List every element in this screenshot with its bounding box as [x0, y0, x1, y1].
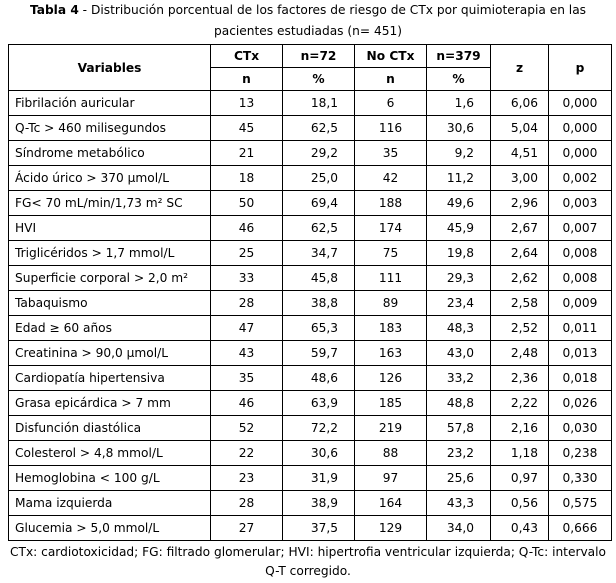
cell-variable: Superficie corporal > 2,0 m²: [9, 266, 211, 291]
cell-p: 0,238: [549, 441, 612, 466]
cell-z: 2,58: [491, 291, 549, 316]
cell-z: 2,67: [491, 216, 549, 241]
cell-noctx-n: 164: [355, 491, 427, 516]
header-noctx: No CTx: [355, 45, 427, 68]
cell-z: 2,36: [491, 366, 549, 391]
cell-p: 0,000: [549, 116, 612, 141]
cell-ctx-pct: 38,8: [283, 291, 355, 316]
cell-noctx-n: 185: [355, 391, 427, 416]
cell-noctx-pct: 9,2: [427, 141, 491, 166]
cell-noctx-pct: 30,6: [427, 116, 491, 141]
cell-z: 2,16: [491, 416, 549, 441]
cell-noctx-pct: 1,6: [427, 91, 491, 116]
cell-variable: Creatinina > 90,0 μmol/L: [9, 341, 211, 366]
cell-p: 0,000: [549, 91, 612, 116]
header-variables: Variables: [9, 45, 211, 91]
table-header: [9, 45, 612, 91]
cell-ctx-n: 25: [211, 241, 283, 266]
cell-ctx-pct: 25,0: [283, 166, 355, 191]
cell-p: 0,003: [549, 191, 612, 216]
cell-noctx-n: 219: [355, 416, 427, 441]
cell-p: 0,026: [549, 391, 612, 416]
header-ctx-n: n=72: [283, 45, 355, 68]
cell-z: 4,51: [491, 141, 549, 166]
cell-variable: Cardiopatía hipertensiva: [9, 366, 211, 391]
header-sub-pct-noctx: %: [427, 68, 491, 91]
cell-ctx-n: 47: [211, 316, 283, 341]
table-row: [9, 516, 612, 541]
cell-noctx-pct: 48,8: [427, 391, 491, 416]
cell-noctx-pct: 49,6: [427, 191, 491, 216]
cell-variable: Tabaquismo: [9, 291, 211, 316]
table-row: [9, 266, 612, 291]
cell-z: 6,06: [491, 91, 549, 116]
cell-noctx-pct: 34,0: [427, 516, 491, 541]
cell-noctx-n: 75: [355, 241, 427, 266]
table-row: [9, 366, 612, 391]
cell-noctx-pct: 23,2: [427, 441, 491, 466]
cell-noctx-n: 188: [355, 191, 427, 216]
table-row: [9, 416, 612, 441]
cell-ctx-pct: 69,4: [283, 191, 355, 216]
cell-ctx-pct: 38,9: [283, 491, 355, 516]
cell-p: 0,002: [549, 166, 612, 191]
cell-noctx-pct: 25,6: [427, 466, 491, 491]
cell-ctx-n: 46: [211, 391, 283, 416]
cell-variable: HVI: [9, 216, 211, 241]
cell-p: 0,013: [549, 341, 612, 366]
cell-noctx-pct: 11,2: [427, 166, 491, 191]
cell-p: 0,330: [549, 466, 612, 491]
cell-ctx-pct: 45,8: [283, 266, 355, 291]
cell-p: 0,666: [549, 516, 612, 541]
cell-p: 0,030: [549, 416, 612, 441]
cell-noctx-pct: 57,8: [427, 416, 491, 441]
cell-noctx-pct: 43,3: [427, 491, 491, 516]
cell-noctx-n: 35: [355, 141, 427, 166]
header-sub-n-noctx: n: [355, 68, 427, 91]
cell-z: 2,22: [491, 391, 549, 416]
header-p: p: [549, 45, 612, 91]
cell-noctx-pct: 48,3: [427, 316, 491, 341]
cell-variable: Síndrome metabólico: [9, 141, 211, 166]
cell-noctx-pct: 29,3: [427, 266, 491, 291]
table-footnote: CTx: cardiotoxicidad; FG: filtrado glomerular; HVI: hipertrofia ventricular izquierda; Q-Tc: intervalo Q-T corregido.: [9, 545, 606, 578]
header-z: z: [491, 45, 549, 91]
cell-p: 0,011: [549, 316, 612, 341]
cell-ctx-pct: 62,5: [283, 116, 355, 141]
cell-ctx-pct: 37,5: [283, 516, 355, 541]
cell-z: 2,64: [491, 241, 549, 266]
cell-ctx-pct: 65,3: [283, 316, 355, 341]
cell-ctx-n: 23: [211, 466, 283, 491]
table-row: [9, 291, 612, 316]
cell-p: 0,008: [549, 241, 612, 266]
cell-variable: Mama izquierda: [9, 491, 211, 516]
cell-z: 0,43: [491, 516, 549, 541]
cell-ctx-n: 45: [211, 116, 283, 141]
cell-z: 0,97: [491, 466, 549, 491]
cell-ctx-n: 33: [211, 266, 283, 291]
header-ctx: CTx: [211, 45, 283, 68]
cell-noctx-n: 116: [355, 116, 427, 141]
table-row: [9, 91, 612, 116]
cell-ctx-n: 28: [211, 291, 283, 316]
cell-ctx-n: 22: [211, 441, 283, 466]
cell-z: 2,52: [491, 316, 549, 341]
cell-ctx-pct: 29,2: [283, 141, 355, 166]
cell-variable: Hemoglobina < 100 g/L: [9, 466, 211, 491]
cell-noctx-pct: 45,9: [427, 216, 491, 241]
cell-noctx-n: 163: [355, 341, 427, 366]
cell-p: 0,000: [549, 141, 612, 166]
cell-ctx-n: 13: [211, 91, 283, 116]
cell-ctx-n: 35: [211, 366, 283, 391]
cell-noctx-n: 111: [355, 266, 427, 291]
table-row: [9, 316, 612, 341]
cell-noctx-n: 97: [355, 466, 427, 491]
table-row: [9, 216, 612, 241]
cell-ctx-pct: 30,6: [283, 441, 355, 466]
cell-ctx-pct: 31,9: [283, 466, 355, 491]
cell-noctx-n: 88: [355, 441, 427, 466]
cell-ctx-pct: 72,2: [283, 416, 355, 441]
cell-z: 3,00: [491, 166, 549, 191]
cell-z: 2,96: [491, 191, 549, 216]
cell-z: 0,56: [491, 491, 549, 516]
cell-z: 5,04: [491, 116, 549, 141]
table-row: [9, 241, 612, 266]
cell-variable: FG< 70 mL/min/1,73 m² SC: [9, 191, 211, 216]
cell-p: 0,575: [549, 491, 612, 516]
cell-variable: Edad ≥ 60 años: [9, 316, 211, 341]
cell-noctx-n: 126: [355, 366, 427, 391]
table-row: [9, 466, 612, 491]
table-row: [9, 341, 612, 366]
cell-noctx-n: 129: [355, 516, 427, 541]
cell-z: 2,48: [491, 341, 549, 366]
cell-variable: Disfunción diastólica: [9, 416, 211, 441]
header-sub-n-ctx: n: [211, 68, 283, 91]
cell-variable: Ácido úrico > 370 μmol/L: [9, 166, 211, 191]
cell-noctx-pct: 33,2: [427, 366, 491, 391]
cell-noctx-n: 174: [355, 216, 427, 241]
cell-ctx-n: 46: [211, 216, 283, 241]
cell-noctx-n: 183: [355, 316, 427, 341]
cell-ctx-n: 43: [211, 341, 283, 366]
cell-ctx-n: 28: [211, 491, 283, 516]
header-sub-pct-ctx: %: [283, 68, 355, 91]
cell-ctx-pct: 59,7: [283, 341, 355, 366]
cell-variable: Q-Tc > 460 milisegundos: [9, 116, 211, 141]
cell-variable: Triglicéridos > 1,7 mmol/L: [9, 241, 211, 266]
cell-ctx-n: 21: [211, 141, 283, 166]
cell-p: 0,007: [549, 216, 612, 241]
cell-p: 0,018: [549, 366, 612, 391]
cell-ctx-pct: 18,1: [283, 91, 355, 116]
table-row: [9, 141, 612, 166]
cell-ctx-n: 27: [211, 516, 283, 541]
cell-noctx-n: 6: [355, 91, 427, 116]
cell-ctx-pct: 63,9: [283, 391, 355, 416]
cell-ctx-n: 18: [211, 166, 283, 191]
cell-ctx-n: 52: [211, 416, 283, 441]
cell-variable: Glucemia > 5,0 mmol/L: [9, 516, 211, 541]
table-row: [9, 191, 612, 216]
table-row: [9, 116, 612, 141]
cell-noctx-pct: 23,4: [427, 291, 491, 316]
cell-z: 1,18: [491, 441, 549, 466]
table-title: - Distribución porcentual de los factores de riesgo de CTx por quimioterapia en las pacientes estudiadas (n= 451): [78, 3, 587, 38]
table-label: Tabla 4: [29, 3, 79, 17]
table-row: [9, 441, 612, 466]
table-row: [9, 491, 612, 516]
cell-noctx-pct: 43,0: [427, 341, 491, 366]
cell-ctx-pct: 48,6: [283, 366, 355, 391]
table-row: [9, 166, 612, 191]
cell-noctx-pct: 19,8: [427, 241, 491, 266]
cell-variable: Colesterol > 4,8 mmol/L: [9, 441, 211, 466]
table-caption: [6, 0, 610, 42]
cell-p: 0,009: [549, 291, 612, 316]
cell-p: 0,008: [549, 266, 612, 291]
cell-variable: Fibrilación auricular: [9, 91, 211, 116]
header-noctx-n: n=379: [427, 45, 491, 68]
cell-ctx-pct: 34,7: [283, 241, 355, 266]
cell-noctx-n: 89: [355, 291, 427, 316]
cell-ctx-pct: 62,5: [283, 216, 355, 241]
cell-ctx-n: 50: [211, 191, 283, 216]
cell-variable: Grasa epicárdica > 7 mm: [9, 391, 211, 416]
table-body: [9, 91, 612, 541]
table-row: [9, 391, 612, 416]
risk-factors-table: [8, 44, 612, 541]
cell-noctx-n: 42: [355, 166, 427, 191]
cell-z: 2,62: [491, 266, 549, 291]
